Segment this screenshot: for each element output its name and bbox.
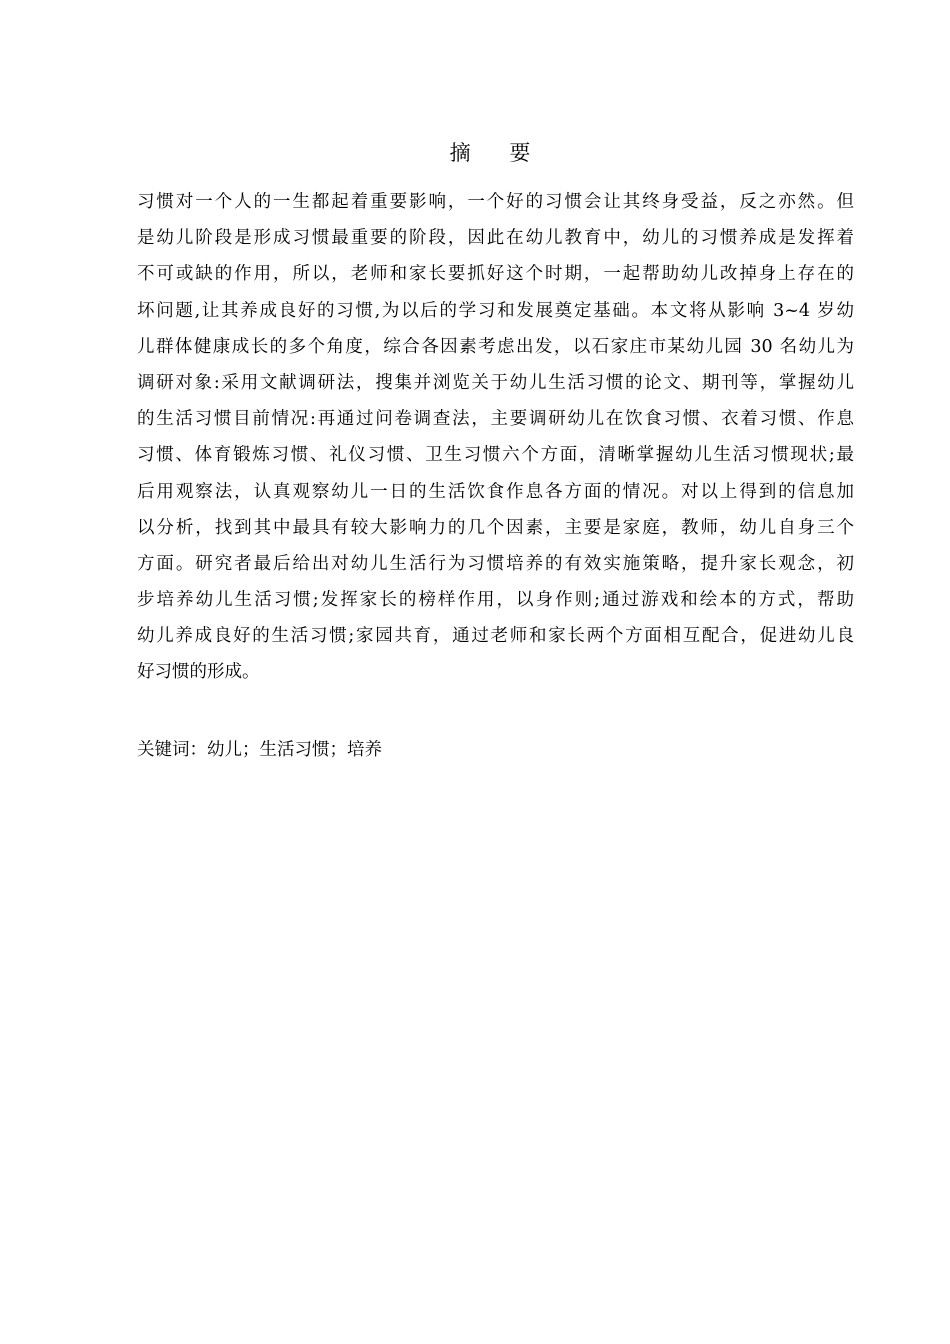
abstract-line: 后用观察法，认真观察幼儿一日的生活饮食作息各方面的情况。对以上得到的信息加	[137, 481, 854, 502]
keywords: 关键词：幼儿；生活习惯；培养	[137, 740, 382, 760]
abstract-line: 方面。研究者最后给出对幼儿生活行为习惯培养的有效实施策略，提升家长观念，初	[137, 553, 854, 574]
abstract-line: 幼儿养成良好的生活习惯;家园共育，通过老师和家长两个方面相互配合，促进幼儿良	[137, 626, 854, 647]
abstract-line: 习惯对一个人的一生都起着重要影响，一个好的习惯会让其终身受益，反之亦然。但	[137, 192, 854, 212]
abstract-line: 不可或缺的作用，所以，老师和家长要抓好这个时期，一起帮助幼儿改掉身上存在的	[137, 264, 854, 285]
abstract-line: 的生活习惯目前情况:再通过问卷调查法，主要调研幼儿在饮食习惯、衣着习惯、作息	[137, 409, 854, 430]
abstract-line: 坏问题,让其养成良好的习惯,为以后的学习和发展奠定基础。本文将从影响 3~4 岁幼	[137, 300, 854, 321]
abstract-title: 摘 要	[449, 141, 547, 165]
abstract-line: 是幼儿阶段是形成习惯最重要的阶段，因此在幼儿教育中，幼儿的习惯养成是发挥着	[137, 228, 854, 249]
abstract-line: 以分析，找到其中最具有较大影响力的几个因素，主要是家庭，教师，幼儿自身三个	[137, 517, 854, 538]
abstract-line: 好习惯的形成。	[137, 662, 260, 683]
abstract-line: 儿群体健康成长的多个角度，综合各因素考虑出发，以石家庄市某幼儿园 30 名幼儿为	[137, 336, 854, 357]
abstract-line: 习惯、体育锻炼习惯、礼仪习惯、卫生习惯六个方面，清晰掌握幼儿生活习惯现状;最	[137, 445, 854, 466]
abstract-body	[137, 184, 854, 691]
abstract-line: 步培养幼儿生活习惯;发挥家长的榜样作用，以身作则;通过游戏和绘本的方式，帮助	[137, 590, 854, 611]
abstract-line: 调研对象:采用文献调研法，搜集并浏览关于幼儿生活习惯的论文、期刊等，掌握幼儿	[137, 372, 854, 393]
